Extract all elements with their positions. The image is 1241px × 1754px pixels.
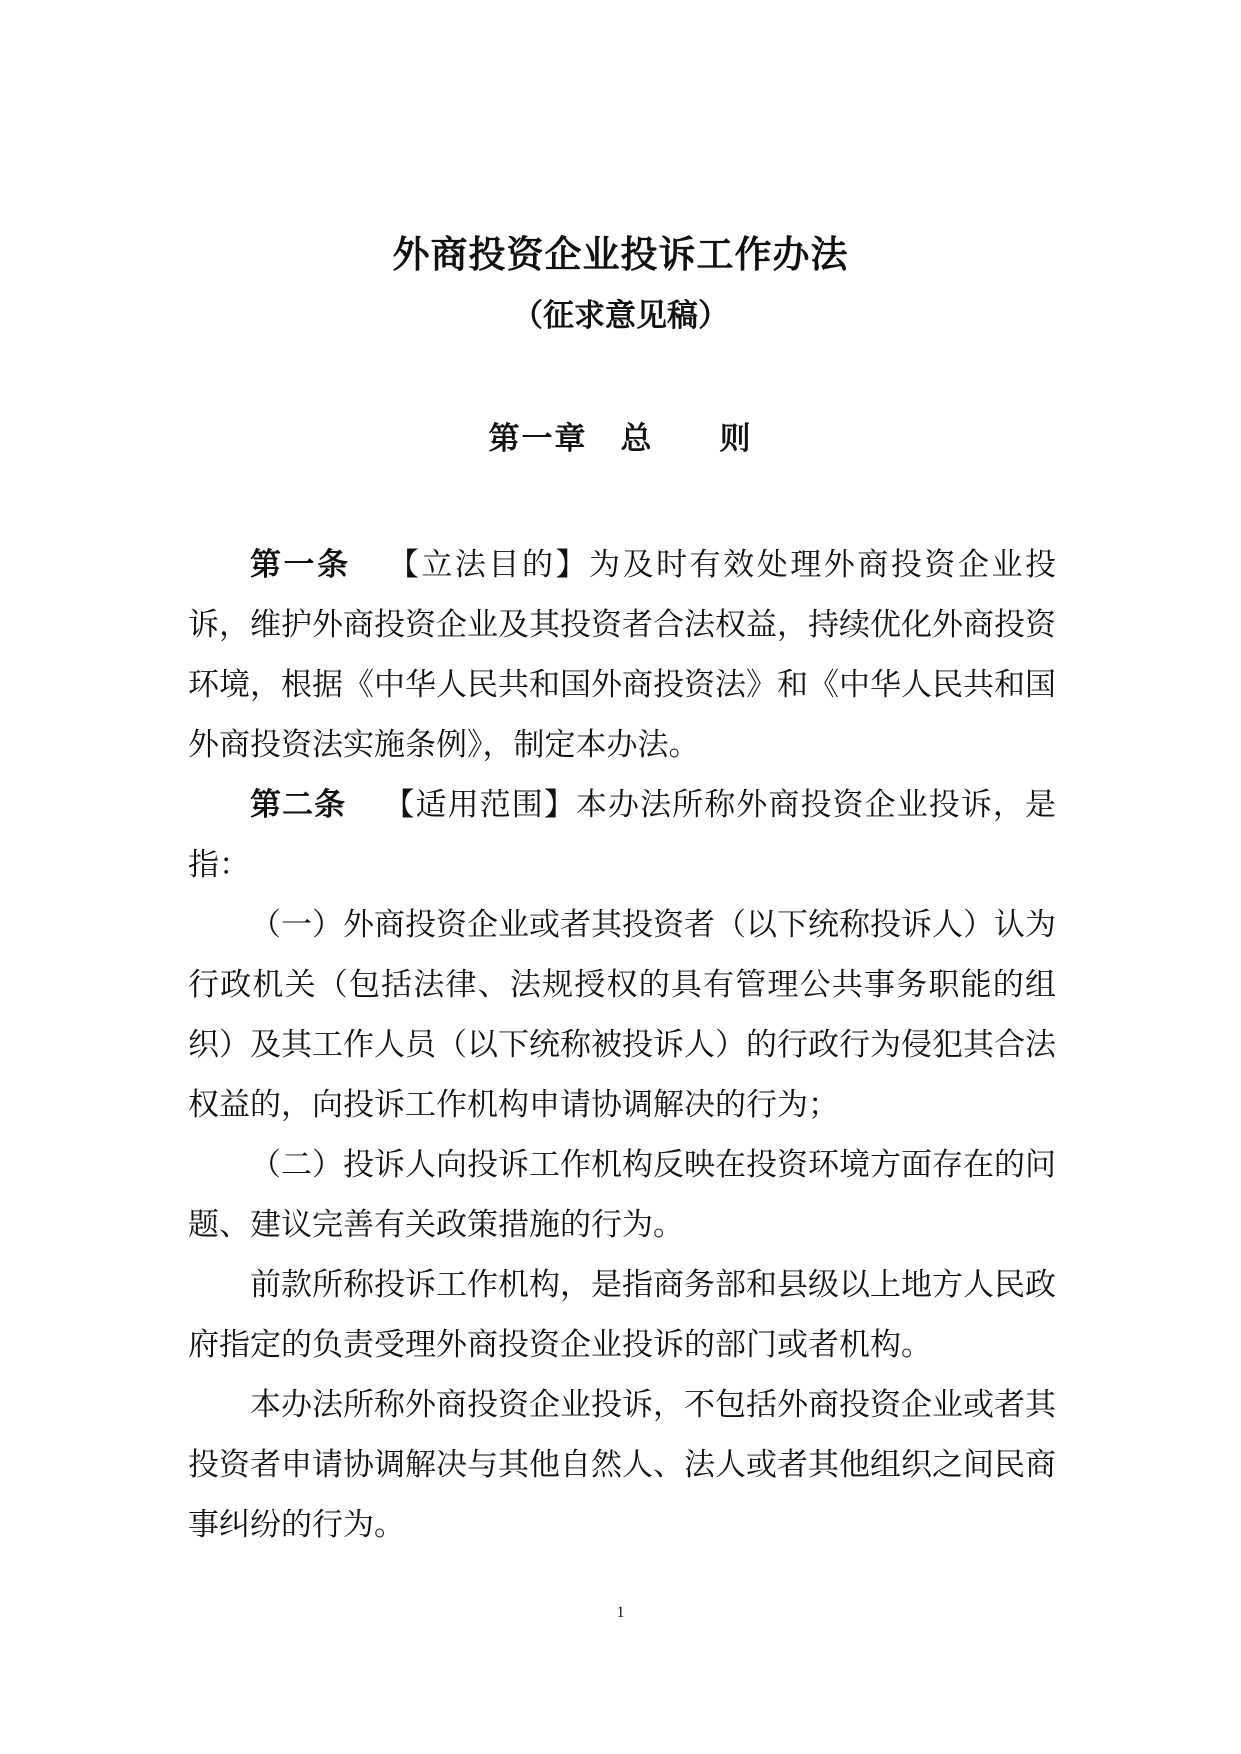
paragraph-exclusion: 本办法所称外商投资企业投诉，不包括外商投资企业或者其投资者申请协调解决与其他自然人、法人或者其他组织之间民商事纠纷的行为。 [188,1387,1056,1543]
article-1 [188,535,1056,775]
document-body [188,535,1056,1555]
article-2 [188,775,1056,895]
article-2-text: 【适用范围】本办法所称外商投资企业投诉，是指： [188,787,1057,883]
article-1-text: 【立法目的】为及时有效处理外商投资企业投诉，维护外商投资企业及其投资者合法权益，持续优化外商投资环境，根据《中华人民共和国外商投资法》和《中华人民共和国外商投资法实施条例》，制定本办法。 [188,547,1057,763]
paragraph-complaint-agency: 前款所称投诉工作机构，是指商务部和县级以上地方人民政府指定的负责受理外商投资企业投诉的部门或者机构。 [188,1267,1056,1363]
clause-1: （一）外商投资企业或者其投资者（以下统称投诉人）认为行政机关（包括法律、法规授权的具有管理公共事务职能的组织）及其工作人员（以下统称被投诉人）的行政行为侵犯其合法权益的，向投诉工作机构申请协调解决的行为； [188,907,1056,1123]
clause-2: （二）投诉人向投诉工作机构反映在投资环境方面存在的问题、建议完善有关政策措施的行为。 [188,1147,1056,1243]
article-1-label: 第一条 [250,547,351,583]
page-number: 1 [616,1604,625,1621]
article-2-label: 第二条 [250,787,347,823]
chapter-heading: 第一章 总 则 [488,421,753,457]
document-subtitle: （征求意见稿） [512,298,729,334]
document-title: 外商投资企业投诉工作办法 [392,232,849,276]
